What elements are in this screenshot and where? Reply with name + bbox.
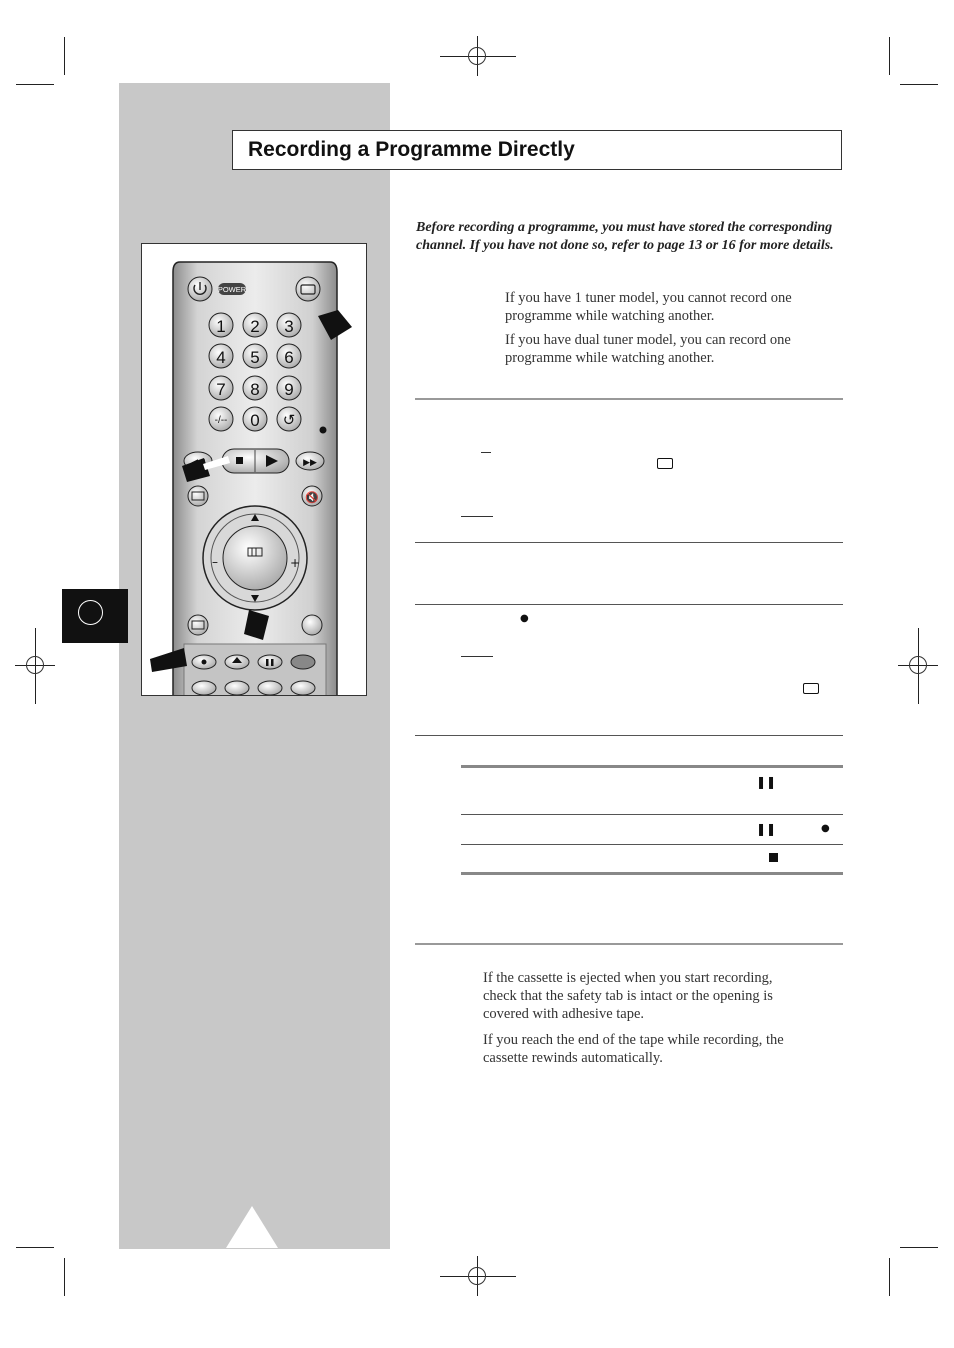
- note-tape-end: If you reach the end of the tape while recording, the cassette rewinds automatically.: [483, 1032, 784, 1066]
- registration-mark-icon: [26, 656, 44, 674]
- step-underline: [481, 452, 491, 453]
- digit-button: 1: [216, 317, 226, 336]
- color-button-icon: [291, 655, 315, 669]
- crop-mark: [16, 84, 54, 85]
- digit-button: 7: [216, 380, 226, 399]
- crop-mark: [64, 37, 65, 75]
- chapter-number-circle: [78, 600, 103, 625]
- digit-button: 3: [284, 317, 294, 336]
- svg-text:▶▶: ▶▶: [303, 458, 317, 468]
- step-divider: [415, 943, 843, 945]
- input-button-icon: [296, 277, 320, 301]
- crop-mark: [64, 1258, 65, 1296]
- minus-icon: –: [212, 555, 218, 569]
- digit-button: 4: [216, 348, 226, 367]
- plus-icon: +: [290, 556, 301, 570]
- table-row-divider: [461, 814, 843, 815]
- function-button-icon: [192, 681, 216, 695]
- registration-mark-icon: [468, 1267, 486, 1285]
- table-row-divider: [461, 844, 843, 845]
- digit-button: ↺: [282, 412, 296, 429]
- digit-button: 5: [250, 348, 260, 367]
- remote-illustration: [141, 243, 367, 696]
- step-underline: [461, 656, 493, 657]
- remote-control-drawing: [142, 244, 367, 696]
- tv-plus-icon: [803, 683, 819, 694]
- step-underline: [461, 516, 493, 517]
- note-tuner-single: If you have 1 tuner model, you cannot record one programme while watching another.: [505, 290, 792, 324]
- step-divider: [415, 398, 843, 400]
- digit-button: 9: [284, 380, 294, 399]
- step-divider: [415, 735, 843, 736]
- registration-mark-icon: [909, 656, 927, 674]
- digit-button: 2: [250, 317, 260, 336]
- intro-text: Before recording a programme, you must have stored the corresponding channel. If you have not done so, refer to page 13 or 16 for more details.: [416, 220, 834, 253]
- crop-mark: [16, 1247, 54, 1248]
- function-button-icon: [258, 681, 282, 695]
- digit-button: 6: [284, 348, 294, 367]
- note-cassette-ejected: If the cassette is ejected when you start recording, check that the safety tab is intact or the opening is covered with adhesive tape.: [483, 970, 773, 1022]
- digit-button: 8: [250, 380, 260, 399]
- crop-mark: [900, 84, 938, 85]
- digit-button: 0: [250, 411, 260, 430]
- table-border-top: [461, 765, 843, 768]
- pause-icon: ❚❚: [756, 775, 777, 789]
- crop-mark: [889, 1258, 890, 1296]
- registration-mark-icon: [468, 47, 486, 65]
- function-button-icon: [291, 681, 315, 695]
- svg-text:🔇: 🔇: [305, 491, 319, 504]
- small-indicator-icon: [320, 427, 327, 434]
- tv-button-icon: [188, 615, 208, 635]
- step-divider: [415, 604, 843, 605]
- table-border-bottom: [461, 872, 843, 875]
- record-dot-icon: ●: [821, 823, 830, 834]
- crop-mark: [900, 1247, 938, 1248]
- page-marker-triangle: [226, 1206, 278, 1248]
- function-button-icon: [225, 681, 249, 695]
- power-label: POWER: [217, 285, 247, 294]
- menu-button-icon: [223, 526, 287, 590]
- page-title: Recording a Programme Directly: [248, 138, 575, 161]
- note-tuner-dual: If you have dual tuner model, you can record one programme while watching another.: [505, 332, 791, 366]
- crop-mark: [889, 37, 890, 75]
- stop-square-icon: [769, 853, 778, 862]
- tv-input-icon: [657, 458, 673, 469]
- vcr-button-icon: [188, 486, 208, 506]
- swap-button-icon: [302, 615, 322, 635]
- pause-button-icon: [258, 655, 282, 669]
- digit-button: -/--: [214, 415, 228, 426]
- step-divider: [415, 542, 843, 543]
- pause-icon: ❚❚: [756, 822, 777, 836]
- record-dot-icon: ●: [520, 613, 529, 624]
